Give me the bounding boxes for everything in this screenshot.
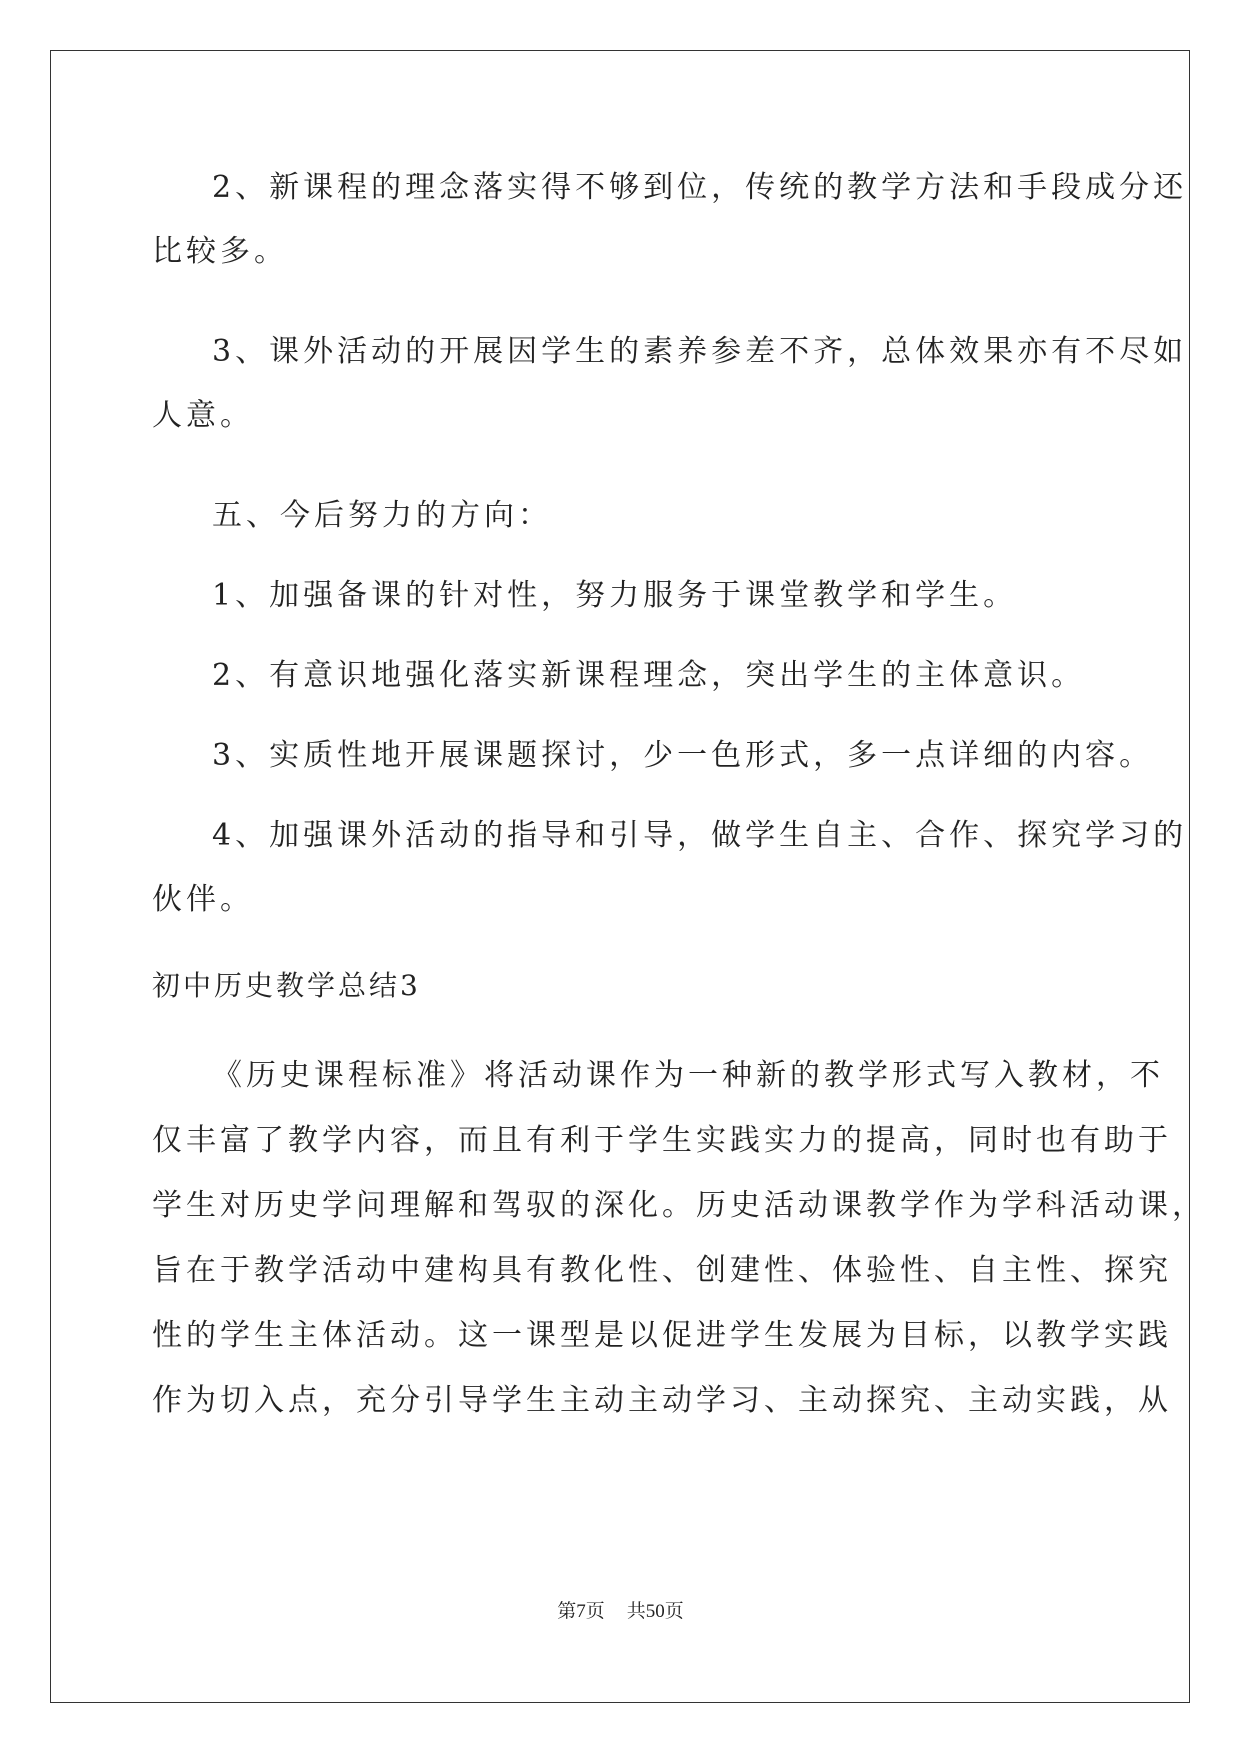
body-line: 3、实质性地开展课题探讨，少一色形式，多一点详细的内容。 (212, 738, 1154, 773)
body-line: 4、加强课外活动的指导和引导，做学生自主、合作、探究学习的 (212, 818, 1188, 853)
page-border (50, 50, 1190, 1703)
body-line: 《历史课程标准》将活动课作为一种新的教学形式写入教材，不 (212, 1058, 1164, 1093)
page-number: 第7页 (557, 1601, 605, 1622)
body-line: 作为切入点，充分引导学生主动主动学习、主动探究、主动实践，从 (152, 1383, 1172, 1418)
body-line: 2、有意识地强化落实新课程理念，突出学生的主体意识。 (212, 658, 1086, 693)
body-line: 比较多。 (152, 234, 288, 269)
body-line: 旨在于教学活动中建构具有教化性、创建性、体验性、自主性、探究 (152, 1253, 1172, 1288)
total-pages: 共50页 (626, 1601, 684, 1622)
body-line: 伙伴。 (152, 882, 254, 917)
body-line: 性的学生主体活动。这一课型是以促进学生发展为目标，以教学实践 (152, 1318, 1172, 1353)
body-line: 3、课外活动的开展因学生的素养参差不齐，总体效果亦有不尽如 (212, 334, 1188, 369)
body-line: 1、加强备课的针对性，努力服务于课堂教学和学生。 (212, 578, 1018, 613)
body-line: 2、新课程的理念落实得不够到位，传统的教学方法和手段成分还 (212, 170, 1188, 205)
section-title: 初中历史教学总结3 (152, 969, 421, 1002)
body-line: 人意。 (152, 398, 254, 433)
section-heading: 五、今后努力的方向： (212, 498, 552, 533)
body-line: 学生对历史学问理解和驾驭的深化。历史活动课教学作为学科活动课， (152, 1188, 1206, 1223)
page-footer (0, 1600, 1241, 1624)
body-line: 仅丰富了教学内容，而且有利于学生实践实力的提高，同时也有助于 (152, 1123, 1172, 1158)
